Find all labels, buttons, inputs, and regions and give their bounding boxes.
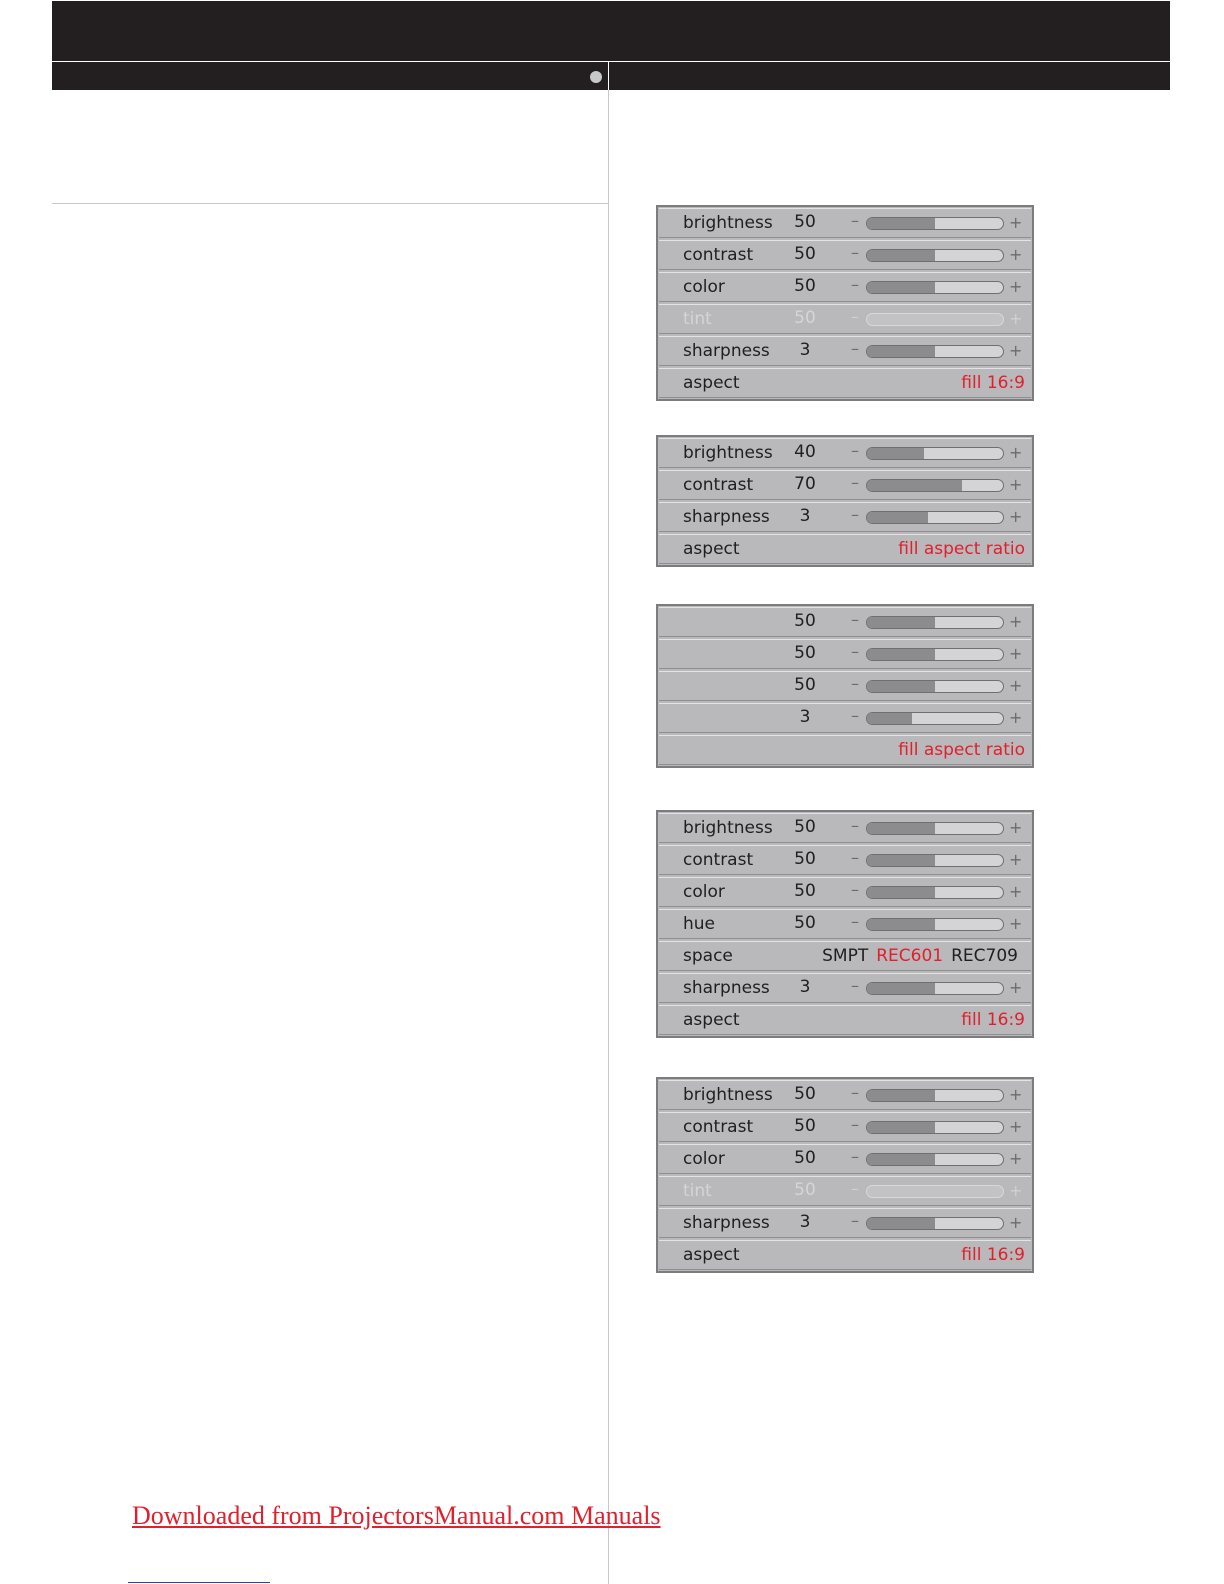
osd-menu-panel [656,810,1034,1038]
header-subbar [52,62,1170,90]
value-slider[interactable] [866,345,1004,358]
plus-icon[interactable]: + [1009,914,1023,933]
menu-row[interactable] [659,438,1031,468]
value-slider[interactable] [866,1089,1004,1102]
menu-row-value: 50 [794,1116,816,1136]
minus-icon[interactable]: – [851,880,859,899]
plus-icon[interactable]: + [1009,818,1023,837]
option-item[interactable]: REC601 [876,946,944,966]
value-slider[interactable] [866,249,1004,262]
plus-icon[interactable]: + [1009,443,1023,462]
plus-icon[interactable]: + [1009,676,1023,695]
minus-icon[interactable]: – [851,706,859,725]
plus-icon[interactable]: + [1009,277,1023,296]
osd-menu-panel [656,604,1034,768]
minus-icon: – [851,307,859,326]
value-slider[interactable] [866,918,1004,931]
menu-row-value: 3 [799,707,811,727]
minus-icon[interactable]: – [851,1115,859,1134]
minus-icon[interactable]: – [851,674,859,693]
menu-row[interactable] [659,813,1031,843]
slider-fill [867,282,935,293]
plus-icon[interactable]: + [1009,245,1023,264]
value-slider[interactable] [866,616,1004,629]
minus-icon[interactable]: – [851,505,859,524]
plus-icon: + [1009,309,1023,328]
menu-row[interactable] [659,1240,1031,1270]
minus-icon[interactable]: – [851,243,859,262]
menu-row-label: sharpness [683,341,770,361]
menu-row [659,1176,1031,1206]
column-divider [608,90,609,1584]
slider-fill [867,346,935,357]
menu-row[interactable] [659,1112,1031,1142]
plus-icon[interactable]: + [1009,475,1023,494]
value-slider [866,313,1004,326]
menu-row[interactable] [659,336,1031,366]
menu-row-label: aspect [683,1245,740,1265]
menu-row-label: brightness [683,213,773,233]
slider-fill [867,983,935,994]
menu-row[interactable] [659,1005,1031,1035]
menu-row-label: tint [683,1181,712,1201]
slider-fill [867,480,962,491]
menu-row-value: 50 [794,881,816,901]
menu-row-label: aspect [683,1010,740,1030]
menu-row[interactable] [659,1208,1031,1238]
plus-icon[interactable]: + [1009,1213,1023,1232]
minus-icon[interactable]: – [851,610,859,629]
menu-row-label: tint [683,309,712,329]
minus-icon[interactable]: – [851,1083,859,1102]
minus-icon[interactable]: – [851,1211,859,1230]
menu-row-label: color [683,277,725,297]
menu-row[interactable] [659,909,1031,939]
menu-row-value: 50 [794,212,816,232]
menu-row-value: 40 [794,442,816,462]
osd-menu-panel [656,205,1034,401]
menu-row [659,304,1031,334]
menu-row-value: 50 [794,643,816,663]
menu-row-label: sharpness [683,978,770,998]
menu-row[interactable] [659,240,1031,270]
plus-icon[interactable]: + [1009,612,1023,631]
header-banner [52,1,1170,61]
minus-icon[interactable]: – [851,441,859,460]
bullet-dot-icon [590,71,602,83]
value-slider[interactable] [866,1217,1004,1230]
plus-icon[interactable]: + [1009,1149,1023,1168]
minus-icon: – [851,1179,859,1198]
value-slider[interactable] [866,854,1004,867]
menu-row-label: contrast [683,1117,754,1137]
option-item[interactable]: SMPT [822,946,869,966]
minus-icon[interactable]: – [851,473,859,492]
menu-row[interactable] [659,735,1031,765]
menu-row-value: 50 [794,611,816,631]
footer-download-link[interactable]: Downloaded from ProjectorsManual.com Manuals [132,1501,661,1530]
value-slider[interactable] [866,1121,1004,1134]
slider-fill [867,1090,935,1101]
menu-row[interactable] [659,703,1031,733]
value-slider [866,1185,1004,1198]
minus-icon[interactable]: – [851,976,859,995]
menu-row-setting[interactable]: fill 16:9 [961,1245,1025,1265]
minus-icon[interactable]: – [851,912,859,931]
value-slider[interactable] [866,1153,1004,1166]
value-slider[interactable] [866,712,1004,725]
plus-icon[interactable]: + [1009,213,1023,232]
menu-row-label: brightness [683,1085,773,1105]
slider-fill [867,823,935,834]
minus-icon[interactable]: – [851,339,859,358]
slider-fill [867,649,935,660]
menu-row-value: 50 [794,817,816,837]
menu-row-value: 50 [794,1148,816,1168]
slider-fill [867,713,912,724]
plus-icon[interactable]: + [1009,341,1023,360]
menu-row-value: 50 [794,276,816,296]
slider-fill [867,617,935,628]
menu-row-value: 50 [794,675,816,695]
slider-fill [867,855,935,866]
menu-row[interactable] [659,1080,1031,1110]
menu-row-value: 50 [794,1180,816,1200]
value-slider[interactable] [866,680,1004,693]
menu-row-value: 50 [794,1084,816,1104]
menu-row-value: 3 [799,1212,811,1232]
menu-row[interactable] [659,671,1031,701]
option-group [814,946,1018,966]
minus-icon[interactable]: – [851,275,859,294]
menu-row-value: 50 [794,244,816,264]
slider-fill [867,1218,935,1229]
menu-row[interactable] [659,368,1031,398]
menu-row-label: sharpness [683,1213,770,1233]
minus-icon[interactable]: – [851,1147,859,1166]
option-item[interactable]: REC709 [951,946,1018,966]
menu-row-label: aspect [683,373,740,393]
plus-icon: + [1009,1181,1023,1200]
plus-icon[interactable]: + [1009,507,1023,526]
slider-fill [867,681,935,692]
footer-underline-rule [128,1582,270,1583]
menu-row-setting[interactable]: fill aspect ratio [898,740,1025,760]
menu-row[interactable] [659,973,1031,1003]
value-slider[interactable] [866,822,1004,835]
menu-row-label: aspect [683,539,740,559]
osd-menu-panel [656,1077,1034,1273]
menu-row-value: 3 [799,977,811,997]
osd-menu-panel [656,435,1034,567]
minus-icon[interactable]: – [851,848,859,867]
slider-fill [867,250,935,261]
menu-row-label: sharpness [683,507,770,527]
menu-row[interactable] [659,845,1031,875]
slider-fill [867,218,935,229]
slider-fill [867,919,935,930]
menu-row[interactable] [659,502,1031,532]
menu-row-label: color [683,1149,725,1169]
menu-row[interactable] [659,1144,1031,1174]
slider-fill [867,448,924,459]
menu-row-value: 3 [799,340,811,360]
minus-icon[interactable]: – [851,211,859,230]
menu-row-label: brightness [683,443,773,463]
value-slider[interactable] [866,217,1004,230]
value-slider[interactable] [866,281,1004,294]
value-slider[interactable] [866,511,1004,524]
value-slider[interactable] [866,648,1004,661]
menu-row[interactable] [659,470,1031,500]
menu-row-value: 70 [794,474,816,494]
menu-row-label: color [683,882,725,902]
header-divider [608,62,609,90]
menu-row-label: brightness [683,818,773,838]
value-slider[interactable] [866,886,1004,899]
plus-icon[interactable]: + [1009,850,1023,869]
menu-row[interactable] [659,607,1031,637]
minus-icon[interactable]: – [851,642,859,661]
menu-row-setting[interactable]: fill aspect ratio [898,539,1025,559]
menu-row[interactable] [659,639,1031,669]
menu-row[interactable] [659,208,1031,238]
plus-icon[interactable]: + [1009,644,1023,663]
menu-row-label: space [683,946,733,966]
menu-row-setting[interactable]: fill 16:9 [961,1010,1025,1030]
plus-icon[interactable]: + [1009,882,1023,901]
menu-row-label: contrast [683,850,754,870]
menu-row[interactable] [659,941,1031,971]
minus-icon[interactable]: – [851,816,859,835]
slider-fill [867,887,935,898]
menu-row-label: contrast [683,245,754,265]
slider-fill [867,512,928,523]
menu-row[interactable] [659,534,1031,564]
plus-icon[interactable]: + [1009,708,1023,727]
menu-row-value: 3 [799,506,811,526]
menu-row-label: contrast [683,475,754,495]
menu-row-value: 50 [794,913,816,933]
plus-icon[interactable]: + [1009,1117,1023,1136]
menu-row-value: 50 [794,849,816,869]
menu-row-label: hue [683,914,716,934]
value-slider[interactable] [866,982,1004,995]
plus-icon[interactable]: + [1009,978,1023,997]
menu-row[interactable] [659,272,1031,302]
value-slider[interactable] [866,479,1004,492]
menu-row-setting[interactable]: fill 16:9 [961,373,1025,393]
slider-fill [867,1122,935,1133]
menu-row-value: 50 [794,308,816,328]
section-rule [52,203,608,204]
value-slider[interactable] [866,447,1004,460]
plus-icon[interactable]: + [1009,1085,1023,1104]
slider-fill [867,1154,935,1165]
menu-row[interactable] [659,877,1031,907]
